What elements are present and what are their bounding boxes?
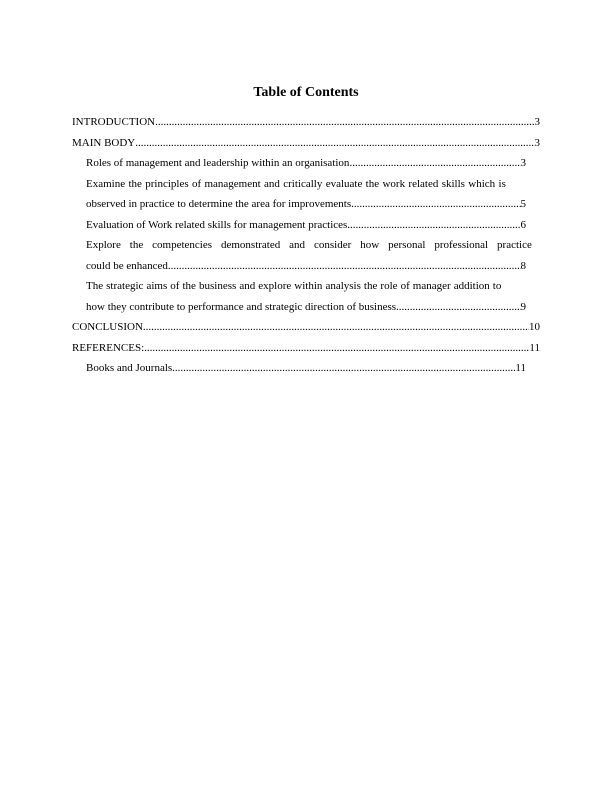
- toc-page-number: 8: [520, 259, 526, 272]
- toc-page-number: 5: [520, 198, 526, 210]
- toc-entry-explore-competencies[interactable]: [72, 235, 540, 276]
- toc-entry-conclusion[interactable]: [72, 317, 540, 338]
- toc-dot-leader: [396, 297, 520, 318]
- toc-dot-leader: [155, 112, 534, 133]
- toc-entry-text: Evaluation of Work related skills for management practices: [86, 218, 348, 231]
- toc-page-number: 11: [529, 341, 540, 354]
- toc-entry-text: could be enhanced: [86, 259, 168, 272]
- toc-entry-text: INTRODUCTION: [72, 116, 156, 128]
- toc-entry-text: MAIN BODY: [72, 136, 136, 149]
- toc-dot-leader: [349, 153, 520, 174]
- toc-entry-text: observed in practice to determine the area for improvements: [86, 198, 352, 210]
- toc-entry-examine-principles[interactable]: [72, 174, 540, 215]
- toc-entry-text-line-1: Examine the principles of management and critically evaluate the work related skills which is: [86, 177, 506, 190]
- toc-entry-strategic-aims[interactable]: [72, 276, 540, 317]
- toc-entry-roles-of-management[interactable]: [72, 153, 526, 174]
- toc-entry-text: REFERENCES:: [72, 341, 145, 354]
- toc-title: Table of Contents: [253, 85, 359, 100]
- toc-list: [72, 112, 540, 379]
- toc-page-number: 3: [534, 116, 540, 128]
- toc-entry-introduction[interactable]: [72, 112, 540, 133]
- toc-entry-references[interactable]: [72, 338, 540, 359]
- toc-page-number: 10: [529, 321, 540, 333]
- toc-entry-text: how they contribute to performance and strategic direction of business: [86, 300, 397, 313]
- toc-dot-leader: [168, 256, 521, 277]
- toc-page-number: 3: [520, 157, 526, 169]
- toc-page-number: 9: [520, 300, 526, 313]
- toc-entry-text: CONCLUSION: [72, 321, 143, 333]
- toc-page-number: 3: [534, 136, 540, 149]
- toc-entry-text-line-1: The strategic aims of the business and explore within analysis the role of manager addition to: [86, 280, 502, 292]
- toc-page-number: 11: [515, 362, 526, 374]
- toc-dot-leader: [143, 317, 529, 338]
- toc-dot-leader: [351, 194, 520, 215]
- toc-entry-books-and-journals[interactable]: [72, 358, 526, 379]
- toc-entry-main-body[interactable]: [72, 133, 540, 154]
- toc-entry-text: Books and Journals: [86, 362, 173, 374]
- toc-entry-text: Roles of management and leadership within an organisation: [86, 157, 350, 169]
- toc-entry-evaluation-work-skills[interactable]: [72, 215, 526, 236]
- toc-dot-leader: [172, 358, 515, 379]
- toc-dot-leader: [144, 338, 529, 359]
- toc-page-number: 6: [520, 218, 526, 231]
- toc-entry-text-line-1: Explore the competencies demonstrated and consider how personal professional practice: [86, 239, 532, 251]
- toc-dot-leader: [347, 215, 520, 236]
- toc-dot-leader: [135, 133, 534, 154]
